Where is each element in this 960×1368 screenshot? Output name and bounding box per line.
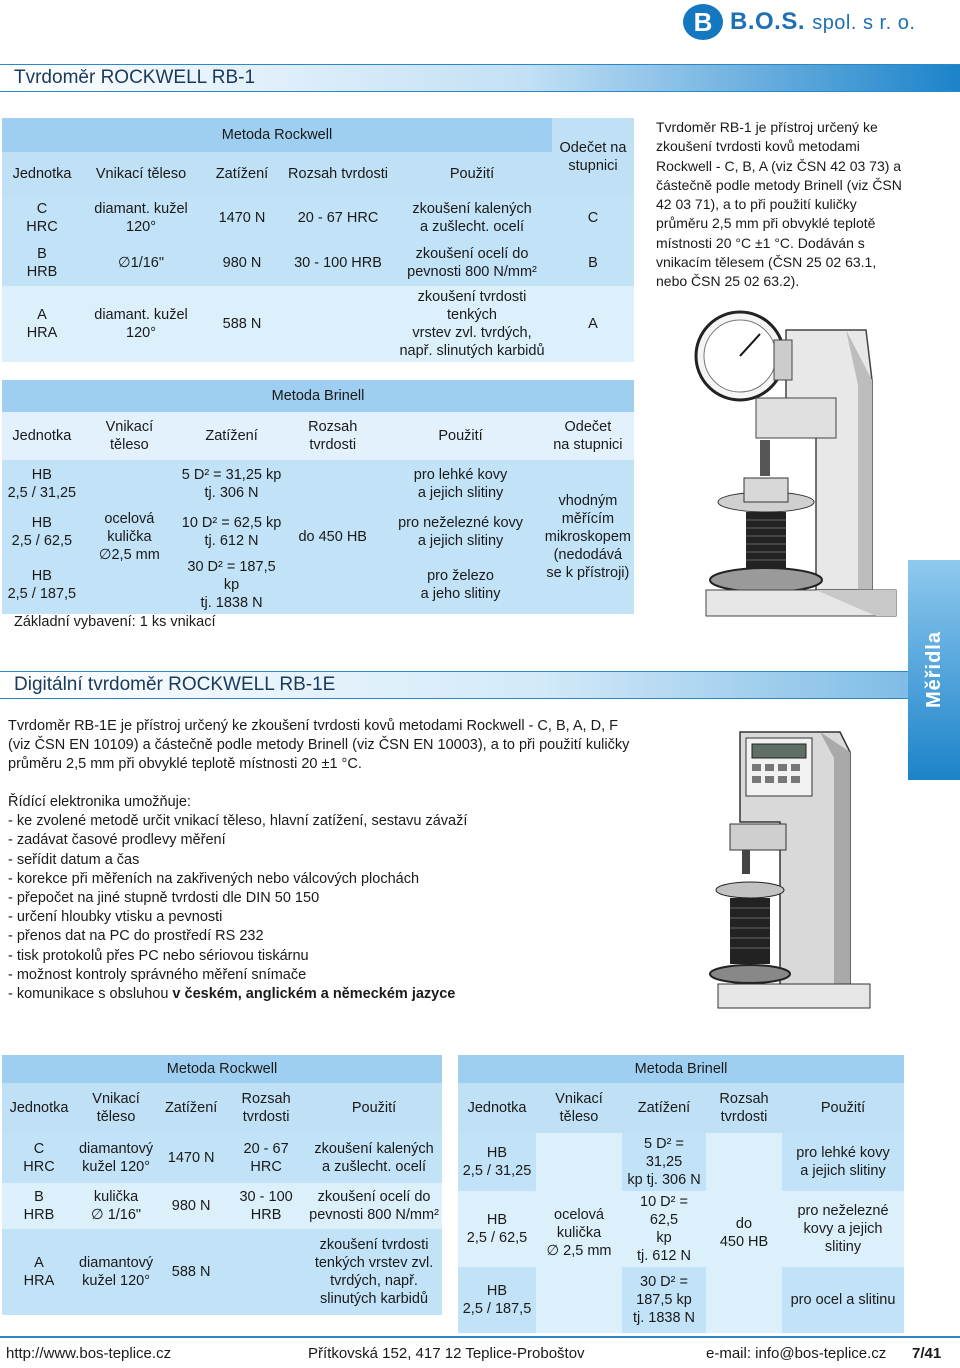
cell-indenter: diamant. kužel 120° <box>94 307 188 341</box>
list-item: - tisk protokolů přes PC nebo sériovou tiskárnu <box>8 947 309 964</box>
rockwell-table <box>2 118 634 362</box>
col-load: Zatížení <box>215 166 269 182</box>
list-item: - korekce při měřeních na zakřivených nebo válcových plochách <box>8 870 420 887</box>
cell-unit: C HRC <box>23 1141 55 1175</box>
cell-indenter: diamantový kužel 120° <box>78 1141 154 1175</box>
bottom-rockwell-table <box>2 1055 442 1315</box>
col-unit: Jednotka <box>12 428 72 444</box>
cell-indenter: diamant. kužel 120° <box>94 201 188 235</box>
bottom-brinell-group-header: Metoda Brinell <box>634 1061 728 1077</box>
cell-range: 30 - 100 HRB <box>239 1189 293 1223</box>
company-name <box>730 8 915 36</box>
list-item: - určení hloubky vtisku a pevnosti <box>8 909 223 926</box>
cell-use: pro neželezné kovy a jejich slitiny <box>797 1203 889 1255</box>
cell-range <box>226 1229 306 1315</box>
cell-scale: vhodným měřícím mikroskopem (nedodává se k přístroji) <box>544 493 631 581</box>
cell-load: 10 D² = 62,5 kp tj. 612 N <box>637 1194 691 1264</box>
cell-load: 5 D² = 31,25 kp tj. 306 N <box>181 467 282 501</box>
col-range: Rozsah tvrdosti <box>241 1091 291 1125</box>
cell-indenter: ocelová kulička ∅ 2,5 mm <box>536 1133 622 1333</box>
col-unit: Jednotka <box>12 166 72 182</box>
col-range: Rozsah tvrdosti <box>719 1091 769 1125</box>
cell-range: do 450 HB <box>706 1133 782 1333</box>
cell-range <box>284 286 392 362</box>
cell-use: pro lehké kovy a jejich slitiny <box>796 1145 890 1179</box>
cell-use: zkoušení tvrdosti tenkých vrstev zvl. tvrdých, např. slinutých karbidů <box>314 1237 434 1307</box>
cell-range: do 450 HB <box>298 529 367 545</box>
list-item-prefix: - komunikace s obsluhou <box>8 986 173 1003</box>
cell-use: pro neželezné kovy a jejich slitiny <box>398 515 524 549</box>
cell-indenter: kulička ∅ 1/16" <box>91 1189 142 1223</box>
footer-divider <box>0 1336 960 1338</box>
col-unit: Jednotka <box>9 1100 69 1116</box>
brinell-group-header: Metoda Brinell <box>271 388 365 404</box>
electronics-list <box>8 793 648 1004</box>
cell-use: pro železo a jeho slitiny <box>420 568 501 602</box>
cell-load: 10 D² = 62,5 kp tj. 612 N <box>181 515 282 549</box>
cell-load: 588 N <box>222 316 262 332</box>
col-indenter: Vnikací těleso <box>105 419 154 453</box>
cell-use: zkoušení tvrdosti tenkých vrstev zvl. tvrdých, např. slinutých karbidů <box>399 289 545 359</box>
col-load: Zatížení <box>205 428 258 444</box>
rockwell-group-header: Metoda Rockwell <box>2 118 552 152</box>
cell-load: 1470 N <box>218 210 266 226</box>
list-item: - ke zvolené metodě určit vnikací těleso, hlavní zatížení, sestavu závaží <box>8 813 468 830</box>
basic-equipment: Základní vybavení: 1 ks vnikací <box>14 614 216 630</box>
bottom-rockwell-group-header: Metoda Rockwell <box>166 1061 278 1077</box>
table-row <box>2 460 634 508</box>
cell-scale: C <box>587 210 599 226</box>
col-use: Použití <box>351 1100 397 1116</box>
cell-load: 30 D² = 187,5 kp tj. 1838 N <box>632 1274 696 1326</box>
cell-use: zkoušení ocelí do pevnosti 800 N/mm² <box>309 1189 439 1223</box>
cell-unit: C HRC <box>26 201 58 235</box>
cell-use: zkoušení kalených a zušlecht. ocelí <box>412 201 532 235</box>
cell-use: pro ocel a slitinu <box>790 1292 896 1308</box>
list-item: - přepočet na jiné stupně tvrdosti dle DIN 50 150 <box>8 890 320 907</box>
cell-unit: HB 2,5 / 62,5 <box>11 515 73 549</box>
col-indenter: Vnikací těleso <box>92 1091 140 1125</box>
cell-unit: A HRA <box>26 307 58 341</box>
table-row <box>2 1229 442 1315</box>
col-use: Použití <box>438 428 483 444</box>
cell-scale: B <box>588 255 598 271</box>
table-row <box>2 1133 442 1183</box>
electronics-heading: Řídící elektronika umožňuje: <box>8 794 191 810</box>
cell-unit: HB 2,5 / 31,25 <box>7 467 77 501</box>
table-row <box>458 1191 904 1267</box>
bottom-brinell-table <box>458 1055 904 1333</box>
col-load: Zatížení <box>164 1100 218 1116</box>
list-item <box>8 985 648 1004</box>
col-range: Rozsah tvrdosti <box>308 419 358 453</box>
col-scale: Odečet na stupnici <box>552 118 634 196</box>
col-indenter: Vnikací těleso <box>95 166 187 182</box>
table-row <box>2 240 634 286</box>
cell-load: 980 N <box>222 255 262 271</box>
brand-suffix: spol. s r. o. <box>812 12 916 34</box>
section-title-rb1 <box>0 64 960 92</box>
cell-load: 1470 N <box>167 1150 215 1166</box>
col-use: Použití <box>820 1100 866 1116</box>
section2-title: Digitální tvrdoměr ROCKWELL RB-1E <box>14 674 336 695</box>
cell-scale: A <box>588 316 598 332</box>
cell-indenter: ∅1/16" <box>118 255 164 271</box>
cell-use: zkoušení ocelí do pevnosti 800 N/mm² <box>407 246 537 280</box>
col-unit: Jednotka <box>467 1100 527 1116</box>
table-row <box>458 1267 904 1333</box>
cell-unit: B HRB <box>23 1189 55 1223</box>
list-item: - seřídit datum a čas <box>8 851 140 868</box>
hardness-tester-photo <box>666 290 904 620</box>
cell-range: 20 - 67 HRC <box>243 1141 289 1175</box>
col-range: Rozsah tvrdosti <box>288 166 388 182</box>
cell-range: 30 - 100 HRB <box>294 255 382 271</box>
cell-load: 5 D² = 31,25 kp tj. 306 N <box>627 1136 701 1188</box>
cell-indenter: ocelová kulička ∅2,5 mm <box>98 511 160 563</box>
cell-unit: HB 2,5 / 187,5 <box>462 1283 532 1317</box>
brinell-table <box>2 380 634 614</box>
brand-name: B.O.S. <box>730 8 806 35</box>
footer-url[interactable]: http://www.bos-teplice.cz <box>6 1345 172 1362</box>
page-number: 7/41 <box>912 1345 942 1362</box>
rb1e-description: Tvrdoměr RB-1E je přístroj určený ke zkoušení tvrdosti kovů metodami Rockwell - C, B, A, D, F (viz ČSN EN 10109) a částečně podle metody Brinell (viz ČSN EN 10003), a to při použití kuličky průměru 2,5 mm při obvyklé teplotě místnosti 20 ±1 °C. <box>8 718 630 772</box>
section-title-rb1e <box>0 671 908 699</box>
col-scale: Odečet na stupnici <box>553 419 623 453</box>
rb1-description: Tvrdoměr RB-1 je přístroj určený ke zkoušení tvrdosti kovů metodami Rockwell - C, B, A (viz ČSN 42 03 73) a částečně podle metody Brinell (viz ČSN 42 03 71), a to při použití kuličky průměru 2,5 mm při obvyklé teplotě místnosti 20 °C ±1 °C. Dodáván s vnikacím tělesem (ČSN 25 02 63.1, nebo ČSN 25 02 63.2). <box>656 119 902 290</box>
company-logo <box>683 4 723 40</box>
section1-title: Tvrdoměr ROCKWELL RB-1 <box>14 67 256 88</box>
col-indenter: Vnikací těleso <box>555 1091 603 1125</box>
cell-use: zkoušení kalených a zušlecht. ocelí <box>314 1141 434 1175</box>
side-tab-label: Měřidla <box>922 631 945 709</box>
table-row <box>2 1183 442 1229</box>
side-tab-meridla <box>908 560 960 780</box>
cell-load: 588 N <box>171 1264 211 1280</box>
cell-range: 20 - 67 HRC <box>297 210 379 226</box>
cell-unit: HB 2,5 / 187,5 <box>7 568 77 602</box>
table-row <box>2 286 634 362</box>
col-use: Použití <box>449 166 495 182</box>
cell-use: pro lehké kovy a jejich slitiny <box>413 467 508 501</box>
table-row <box>458 1133 904 1191</box>
cell-unit: HB 2,5 / 62,5 <box>466 1212 528 1246</box>
cell-unit: B HRB <box>26 246 58 280</box>
list-item: - možnost kontroly správného měření snímače <box>8 966 307 983</box>
footer-address: Přítkovská 152, 417 12 Teplice-Proboštov <box>308 1345 585 1362</box>
cell-unit: HB 2,5 / 31,25 <box>462 1145 532 1179</box>
cell-load: 30 D² = 187,5 kp tj. 1838 N <box>187 559 276 611</box>
cell-indenter: diamantový kužel 120° <box>78 1255 154 1289</box>
digital-tester-photo <box>700 712 900 1012</box>
list-item: - zadávat časové prodlevy měření <box>8 832 226 849</box>
table-row <box>2 196 634 240</box>
logo-letter: B <box>693 6 713 37</box>
list-item-bold: v českém, anglickém a německém jazyce <box>172 986 456 1003</box>
cell-unit: A HRA <box>23 1255 55 1289</box>
list-item: - přenos dat na PC do prostředí RS 232 <box>8 928 264 945</box>
col-load: Zatížení <box>637 1100 691 1116</box>
cell-load: 980 N <box>171 1198 211 1214</box>
footer-email[interactable]: e-mail: info@bos-teplice.cz <box>706 1345 887 1362</box>
